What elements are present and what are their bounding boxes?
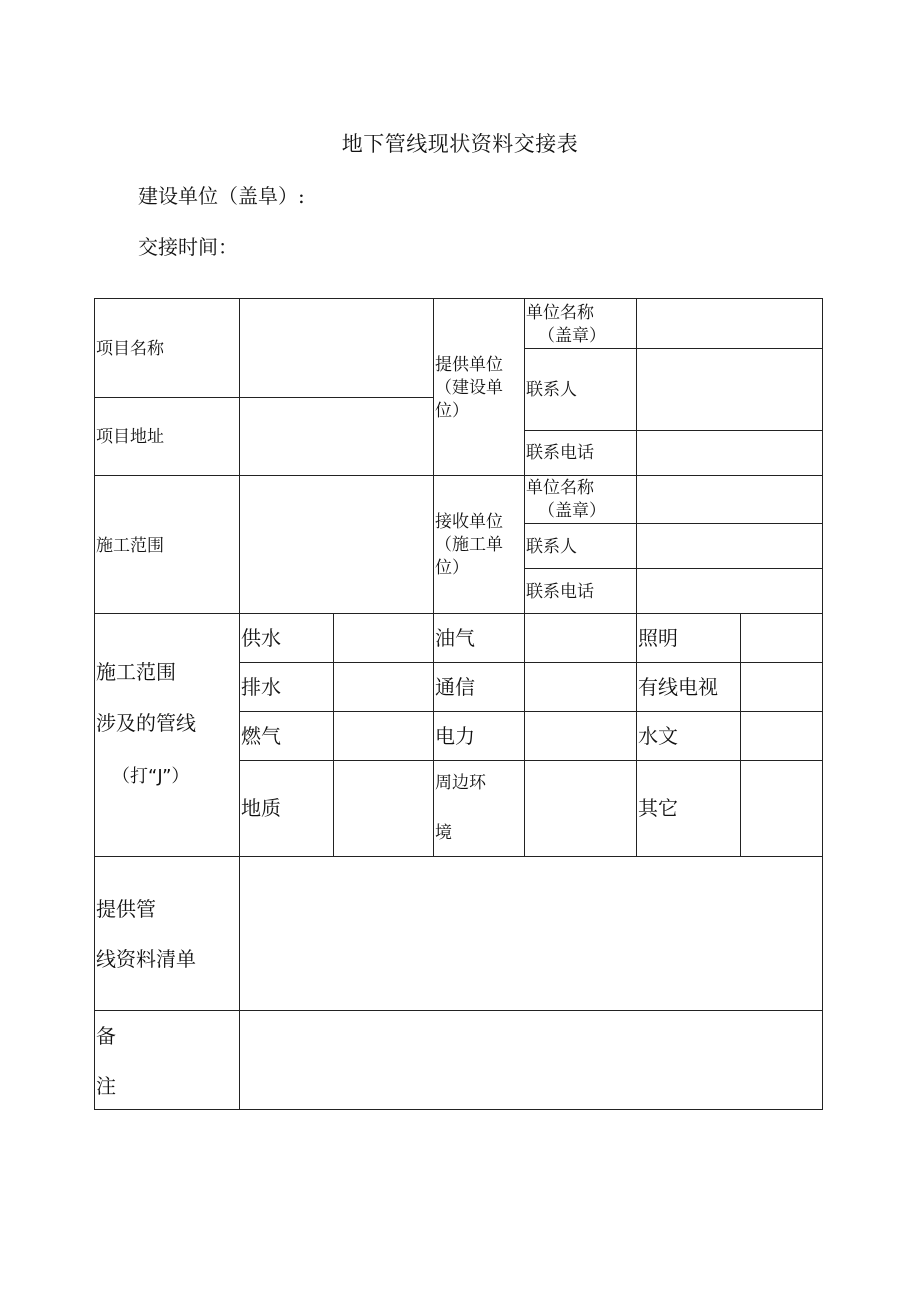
pipelines-check-hint: （打“J”）: [112, 766, 190, 787]
provider-contact-phone-label: 联系电话: [526, 443, 594, 463]
provider-unit-name-seal: （盖章）: [538, 326, 606, 346]
provider-unit-name-label: 单位名称: [526, 303, 594, 323]
pipeline-surroundings: 周边环: [435, 773, 486, 793]
construction-unit-label: 建设单位（盖阜）:: [138, 184, 305, 208]
pipeline-lighting: 照明: [638, 626, 678, 650]
receiver-contact-person-label: 联系人: [526, 537, 577, 557]
pipeline-other: 其它: [638, 796, 678, 820]
provider-unit-label: 提供单位: [435, 355, 503, 375]
remarks-label-1: 备: [96, 1024, 116, 1048]
receiver-unit-name-label: 单位名称: [526, 478, 594, 498]
pipelines-label-2: 涉及的管线: [96, 711, 196, 735]
pipeline-geology: 地质: [241, 796, 281, 820]
pipelines-label-1: 施工范围: [96, 660, 176, 684]
receiver-unit-label-3: 位）: [435, 558, 469, 578]
pipeline-hydrology: 水文: [638, 724, 678, 748]
document-title: 地下管线现状资料交接表: [341, 132, 579, 156]
pipeline-oil-gas: 油气: [435, 626, 475, 650]
receiver-unit-name-seal: （盖章）: [538, 501, 606, 521]
handover-time-label: 交接时间：: [138, 235, 238, 259]
receiver-unit-label: 接收单位: [435, 512, 503, 532]
pipeline-surroundings-2: 境: [435, 823, 452, 843]
pipeline-drainage: 排水: [241, 675, 281, 699]
construction-scope-label: 施工范围: [96, 536, 164, 556]
provider-contact-person-label: 联系人: [526, 380, 577, 400]
receiver-contact-phone-label: 联系电话: [526, 582, 594, 602]
materials-list-label-2: 线资料清单: [96, 947, 196, 971]
provider-unit-label-3: 位）: [435, 401, 469, 421]
pipeline-water-supply: 供水: [241, 626, 281, 650]
remarks-label-2: 注: [96, 1074, 116, 1098]
provider-unit-label-2: （建设单: [435, 378, 503, 398]
pipeline-electricity: 电力: [435, 724, 475, 748]
receiver-unit-label-2: （施工单: [435, 535, 503, 555]
pipeline-gas: 燃气: [241, 724, 281, 748]
materials-list-label-1: 提供管: [96, 897, 156, 921]
project-name-label: 项目名称: [96, 339, 164, 359]
pipeline-cable-tv: 有线电视: [638, 675, 718, 699]
pipeline-communication: 通信: [435, 675, 475, 699]
project-address-label: 项目地址: [96, 427, 164, 447]
